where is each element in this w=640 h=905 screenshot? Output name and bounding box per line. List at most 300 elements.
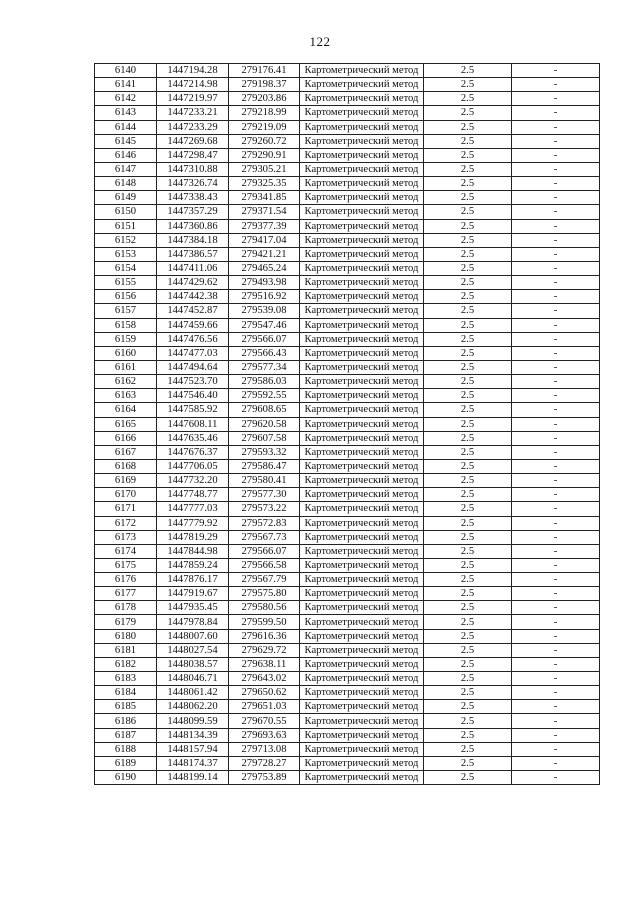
accuracy-cell: 2.5 <box>424 502 512 516</box>
point-number-cell: 6142 <box>95 92 157 106</box>
accuracy-cell: 2.5 <box>424 106 512 120</box>
point-number-cell: 6140 <box>95 64 157 78</box>
accuracy-cell: 2.5 <box>424 92 512 106</box>
accuracy-cell: 2.5 <box>424 445 512 459</box>
method-cell: Картометрический метод <box>300 615 424 629</box>
accuracy-cell: 2.5 <box>424 657 512 671</box>
method-cell: Картометрический метод <box>300 502 424 516</box>
y-coordinate-cell: 279580.56 <box>229 601 300 615</box>
y-coordinate-cell: 279176.41 <box>229 64 300 78</box>
x-coordinate-cell: 1447876.17 <box>157 573 229 587</box>
point-number-cell: 6190 <box>95 771 157 785</box>
table-row <box>95 120 600 134</box>
accuracy-cell: 2.5 <box>424 134 512 148</box>
note-cell: - <box>512 78 600 92</box>
accuracy-cell: 2.5 <box>424 530 512 544</box>
point-number-cell: 6181 <box>95 643 157 657</box>
method-cell: Картометрический метод <box>300 700 424 714</box>
table-row <box>95 431 600 445</box>
point-number-cell: 6156 <box>95 290 157 304</box>
point-number-cell: 6154 <box>95 261 157 275</box>
point-number-cell: 6182 <box>95 657 157 671</box>
method-cell: Картометрический метод <box>300 403 424 417</box>
method-cell: Картометрический метод <box>300 205 424 219</box>
method-cell: Картометрический метод <box>300 120 424 134</box>
point-number-cell: 6168 <box>95 459 157 473</box>
note-cell: - <box>512 587 600 601</box>
point-number-cell: 6171 <box>95 502 157 516</box>
y-coordinate-cell: 279539.08 <box>229 304 300 318</box>
method-cell: Картометрический метод <box>300 714 424 728</box>
y-coordinate-cell: 279670.55 <box>229 714 300 728</box>
method-cell: Картометрический метод <box>300 756 424 770</box>
method-cell: Картометрический метод <box>300 290 424 304</box>
point-number-cell: 6164 <box>95 403 157 417</box>
point-number-cell: 6170 <box>95 488 157 502</box>
note-cell: - <box>512 304 600 318</box>
x-coordinate-cell: 1448046.71 <box>157 672 229 686</box>
y-coordinate-cell: 279599.50 <box>229 615 300 629</box>
x-coordinate-cell: 1448062.20 <box>157 700 229 714</box>
x-coordinate-cell: 1447219.97 <box>157 92 229 106</box>
accuracy-cell: 2.5 <box>424 261 512 275</box>
method-cell: Картометрический метод <box>300 417 424 431</box>
method-cell: Картометрический метод <box>300 318 424 332</box>
note-cell: - <box>512 106 600 120</box>
note-cell: - <box>512 530 600 544</box>
y-coordinate-cell: 279566.07 <box>229 544 300 558</box>
point-number-cell: 6185 <box>95 700 157 714</box>
y-coordinate-cell: 279592.55 <box>229 389 300 403</box>
table-row <box>95 403 600 417</box>
method-cell: Картометрический метод <box>300 64 424 78</box>
y-coordinate-cell: 279643.02 <box>229 672 300 686</box>
accuracy-cell: 2.5 <box>424 64 512 78</box>
table-row <box>95 700 600 714</box>
point-number-cell: 6148 <box>95 177 157 191</box>
y-coordinate-cell: 279573.22 <box>229 502 300 516</box>
note-cell: - <box>512 389 600 403</box>
point-number-cell: 6189 <box>95 756 157 770</box>
method-cell: Картометрический метод <box>300 643 424 657</box>
accuracy-cell: 2.5 <box>424 318 512 332</box>
table-row <box>95 657 600 671</box>
accuracy-cell: 2.5 <box>424 544 512 558</box>
y-coordinate-cell: 279651.03 <box>229 700 300 714</box>
note-cell: - <box>512 643 600 657</box>
x-coordinate-cell: 1447194.28 <box>157 64 229 78</box>
table-row <box>95 205 600 219</box>
y-coordinate-cell: 279325.35 <box>229 177 300 191</box>
point-number-cell: 6143 <box>95 106 157 120</box>
method-cell: Картометрический метод <box>300 177 424 191</box>
accuracy-cell: 2.5 <box>424 558 512 572</box>
accuracy-cell: 2.5 <box>424 686 512 700</box>
y-coordinate-cell: 279371.54 <box>229 205 300 219</box>
y-coordinate-cell: 279638.11 <box>229 657 300 671</box>
x-coordinate-cell: 1447357.29 <box>157 205 229 219</box>
y-coordinate-cell: 279753.89 <box>229 771 300 785</box>
note-cell: - <box>512 771 600 785</box>
page-number: 122 <box>309 34 331 49</box>
table-row <box>95 445 600 459</box>
x-coordinate-cell: 1447748.77 <box>157 488 229 502</box>
point-number-cell: 6145 <box>95 134 157 148</box>
accuracy-cell: 2.5 <box>424 587 512 601</box>
x-coordinate-cell: 1447233.29 <box>157 120 229 134</box>
method-cell: Картометрический метод <box>300 304 424 318</box>
note-cell: - <box>512 445 600 459</box>
method-cell: Картометрический метод <box>300 162 424 176</box>
coordinates-table <box>94 63 600 785</box>
point-number-cell: 6153 <box>95 247 157 261</box>
point-number-cell: 6184 <box>95 686 157 700</box>
table-row <box>95 106 600 120</box>
note-cell: - <box>512 346 600 360</box>
table-row <box>95 191 600 205</box>
method-cell: Картометрический метод <box>300 276 424 290</box>
y-coordinate-cell: 279728.27 <box>229 756 300 770</box>
accuracy-cell: 2.5 <box>424 148 512 162</box>
note-cell: - <box>512 431 600 445</box>
method-cell: Картометрический метод <box>300 771 424 785</box>
table-row <box>95 304 600 318</box>
table-row <box>95 516 600 530</box>
coordinates-table-body <box>95 64 600 785</box>
x-coordinate-cell: 1447859.24 <box>157 558 229 572</box>
accuracy-cell: 2.5 <box>424 615 512 629</box>
table-row <box>95 643 600 657</box>
table-row <box>95 290 600 304</box>
y-coordinate-cell: 279260.72 <box>229 134 300 148</box>
y-coordinate-cell: 279203.86 <box>229 92 300 106</box>
y-coordinate-cell: 279572.83 <box>229 516 300 530</box>
accuracy-cell: 2.5 <box>424 771 512 785</box>
note-cell: - <box>512 615 600 629</box>
method-cell: Картометрический метод <box>300 360 424 374</box>
note-cell: - <box>512 360 600 374</box>
accuracy-cell: 2.5 <box>424 177 512 191</box>
method-cell: Картометрический метод <box>300 728 424 742</box>
x-coordinate-cell: 1447384.18 <box>157 233 229 247</box>
accuracy-cell: 2.5 <box>424 346 512 360</box>
accuracy-cell: 2.5 <box>424 700 512 714</box>
x-coordinate-cell: 1447935.45 <box>157 601 229 615</box>
method-cell: Картометрический метод <box>300 601 424 615</box>
method-cell: Картометрический метод <box>300 587 424 601</box>
method-cell: Картометрический метод <box>300 629 424 643</box>
table-row <box>95 233 600 247</box>
y-coordinate-cell: 279567.79 <box>229 573 300 587</box>
point-number-cell: 6151 <box>95 219 157 233</box>
method-cell: Картометрический метод <box>300 233 424 247</box>
point-number-cell: 6155 <box>95 276 157 290</box>
note-cell: - <box>512 502 600 516</box>
point-number-cell: 6165 <box>95 417 157 431</box>
method-cell: Картометрический метод <box>300 544 424 558</box>
table-row <box>95 728 600 742</box>
note-cell: - <box>512 544 600 558</box>
note-cell: - <box>512 714 600 728</box>
table-row <box>95 247 600 261</box>
note-cell: - <box>512 134 600 148</box>
note-cell: - <box>512 318 600 332</box>
accuracy-cell: 2.5 <box>424 488 512 502</box>
note-cell: - <box>512 474 600 488</box>
y-coordinate-cell: 279493.98 <box>229 276 300 290</box>
point-number-cell: 6157 <box>95 304 157 318</box>
y-coordinate-cell: 279577.30 <box>229 488 300 502</box>
x-coordinate-cell: 1447635.46 <box>157 431 229 445</box>
method-cell: Картометрический метод <box>300 516 424 530</box>
y-coordinate-cell: 279575.80 <box>229 587 300 601</box>
point-number-cell: 6161 <box>95 360 157 374</box>
x-coordinate-cell: 1448174.37 <box>157 756 229 770</box>
y-coordinate-cell: 279580.41 <box>229 474 300 488</box>
x-coordinate-cell: 1447546.40 <box>157 389 229 403</box>
method-cell: Картометрический метод <box>300 657 424 671</box>
table-row <box>95 459 600 473</box>
method-cell: Картометрический метод <box>300 459 424 473</box>
y-coordinate-cell: 279616.36 <box>229 629 300 643</box>
accuracy-cell: 2.5 <box>424 290 512 304</box>
x-coordinate-cell: 1447452.87 <box>157 304 229 318</box>
x-coordinate-cell: 1447523.70 <box>157 375 229 389</box>
note-cell: - <box>512 191 600 205</box>
x-coordinate-cell: 1447233.21 <box>157 106 229 120</box>
method-cell: Картометрический метод <box>300 134 424 148</box>
method-cell: Картометрический метод <box>300 488 424 502</box>
y-coordinate-cell: 279693.63 <box>229 728 300 742</box>
x-coordinate-cell: 1447706.05 <box>157 459 229 473</box>
method-cell: Картометрический метод <box>300 106 424 120</box>
accuracy-cell: 2.5 <box>424 417 512 431</box>
y-coordinate-cell: 279586.47 <box>229 459 300 473</box>
note-cell: - <box>512 219 600 233</box>
table-row <box>95 742 600 756</box>
x-coordinate-cell: 1448038.57 <box>157 657 229 671</box>
table-row <box>95 756 600 770</box>
table-row <box>95 389 600 403</box>
method-cell: Картометрический метод <box>300 742 424 756</box>
accuracy-cell: 2.5 <box>424 742 512 756</box>
note-cell: - <box>512 672 600 686</box>
method-cell: Картометрический метод <box>300 558 424 572</box>
y-coordinate-cell: 279566.43 <box>229 346 300 360</box>
table-row <box>95 332 600 346</box>
accuracy-cell: 2.5 <box>424 360 512 374</box>
y-coordinate-cell: 279341.85 <box>229 191 300 205</box>
point-number-cell: 6149 <box>95 191 157 205</box>
x-coordinate-cell: 1447919.67 <box>157 587 229 601</box>
point-number-cell: 6147 <box>95 162 157 176</box>
accuracy-cell: 2.5 <box>424 459 512 473</box>
y-coordinate-cell: 279566.58 <box>229 558 300 572</box>
point-number-cell: 6187 <box>95 728 157 742</box>
x-coordinate-cell: 1447676.37 <box>157 445 229 459</box>
x-coordinate-cell: 1447459.66 <box>157 318 229 332</box>
x-coordinate-cell: 1448061.42 <box>157 686 229 700</box>
note-cell: - <box>512 516 600 530</box>
point-number-cell: 6180 <box>95 629 157 643</box>
note-cell: - <box>512 573 600 587</box>
table-row <box>95 502 600 516</box>
accuracy-cell: 2.5 <box>424 629 512 643</box>
method-cell: Картометрический метод <box>300 389 424 403</box>
table-row <box>95 148 600 162</box>
x-coordinate-cell: 1448134.39 <box>157 728 229 742</box>
x-coordinate-cell: 1447326.74 <box>157 177 229 191</box>
point-number-cell: 6160 <box>95 346 157 360</box>
table-row <box>95 360 600 374</box>
y-coordinate-cell: 279218.99 <box>229 106 300 120</box>
table-row <box>95 346 600 360</box>
point-number-cell: 6172 <box>95 516 157 530</box>
table-row <box>95 488 600 502</box>
note-cell: - <box>512 728 600 742</box>
table-row <box>95 530 600 544</box>
y-coordinate-cell: 279593.32 <box>229 445 300 459</box>
point-number-cell: 6144 <box>95 120 157 134</box>
table-row <box>95 587 600 601</box>
y-coordinate-cell: 279547.46 <box>229 318 300 332</box>
table-row <box>95 375 600 389</box>
table-row <box>95 177 600 191</box>
table-row <box>95 771 600 785</box>
table-row <box>95 276 600 290</box>
note-cell: - <box>512 488 600 502</box>
y-coordinate-cell: 279577.34 <box>229 360 300 374</box>
point-number-cell: 6162 <box>95 375 157 389</box>
point-number-cell: 6167 <box>95 445 157 459</box>
table-row <box>95 64 600 78</box>
method-cell: Картометрический метод <box>300 247 424 261</box>
y-coordinate-cell: 279377.39 <box>229 219 300 233</box>
accuracy-cell: 2.5 <box>424 431 512 445</box>
accuracy-cell: 2.5 <box>424 714 512 728</box>
note-cell: - <box>512 276 600 290</box>
y-coordinate-cell: 279417.04 <box>229 233 300 247</box>
point-number-cell: 6178 <box>95 601 157 615</box>
x-coordinate-cell: 1448007.60 <box>157 629 229 643</box>
x-coordinate-cell: 1447477.03 <box>157 346 229 360</box>
accuracy-cell: 2.5 <box>424 516 512 530</box>
note-cell: - <box>512 700 600 714</box>
accuracy-cell: 2.5 <box>424 389 512 403</box>
method-cell: Картометрический метод <box>300 78 424 92</box>
y-coordinate-cell: 279566.07 <box>229 332 300 346</box>
method-cell: Картометрический метод <box>300 686 424 700</box>
x-coordinate-cell: 1447269.68 <box>157 134 229 148</box>
x-coordinate-cell: 1447844.98 <box>157 544 229 558</box>
accuracy-cell: 2.5 <box>424 756 512 770</box>
note-cell: - <box>512 290 600 304</box>
note-cell: - <box>512 177 600 191</box>
y-coordinate-cell: 279607.58 <box>229 431 300 445</box>
table-row <box>95 601 600 615</box>
note-cell: - <box>512 247 600 261</box>
accuracy-cell: 2.5 <box>424 375 512 389</box>
accuracy-cell: 2.5 <box>424 332 512 346</box>
x-coordinate-cell: 1447819.29 <box>157 530 229 544</box>
y-coordinate-cell: 279421.21 <box>229 247 300 261</box>
y-coordinate-cell: 279586.03 <box>229 375 300 389</box>
accuracy-cell: 2.5 <box>424 304 512 318</box>
point-number-cell: 6175 <box>95 558 157 572</box>
x-coordinate-cell: 1447360.86 <box>157 219 229 233</box>
note-cell: - <box>512 233 600 247</box>
accuracy-cell: 2.5 <box>424 474 512 488</box>
accuracy-cell: 2.5 <box>424 728 512 742</box>
table-row <box>95 544 600 558</box>
accuracy-cell: 2.5 <box>424 573 512 587</box>
y-coordinate-cell: 279465.24 <box>229 261 300 275</box>
point-number-cell: 6169 <box>95 474 157 488</box>
y-coordinate-cell: 279567.73 <box>229 530 300 544</box>
point-number-cell: 6183 <box>95 672 157 686</box>
table-row <box>95 629 600 643</box>
point-number-cell: 6176 <box>95 573 157 587</box>
accuracy-cell: 2.5 <box>424 233 512 247</box>
point-number-cell: 6188 <box>95 742 157 756</box>
method-cell: Картометрический метод <box>300 573 424 587</box>
method-cell: Картометрический метод <box>300 530 424 544</box>
accuracy-cell: 2.5 <box>424 162 512 176</box>
x-coordinate-cell: 1447476.56 <box>157 332 229 346</box>
table-row <box>95 672 600 686</box>
method-cell: Картометрический метод <box>300 332 424 346</box>
table-row <box>95 615 600 629</box>
accuracy-cell: 2.5 <box>424 191 512 205</box>
note-cell: - <box>512 742 600 756</box>
x-coordinate-cell: 1448199.14 <box>157 771 229 785</box>
x-coordinate-cell: 1447338.43 <box>157 191 229 205</box>
note-cell: - <box>512 403 600 417</box>
x-coordinate-cell: 1447732.20 <box>157 474 229 488</box>
y-coordinate-cell: 279713.08 <box>229 742 300 756</box>
method-cell: Картометрический метод <box>300 672 424 686</box>
point-number-cell: 6166 <box>95 431 157 445</box>
x-coordinate-cell: 1447386.57 <box>157 247 229 261</box>
y-coordinate-cell: 279608.65 <box>229 403 300 417</box>
x-coordinate-cell: 1448027.54 <box>157 643 229 657</box>
table-row <box>95 714 600 728</box>
x-coordinate-cell: 1447442.38 <box>157 290 229 304</box>
point-number-cell: 6141 <box>95 78 157 92</box>
point-number-cell: 6174 <box>95 544 157 558</box>
method-cell: Картометрический метод <box>300 191 424 205</box>
accuracy-cell: 2.5 <box>424 672 512 686</box>
note-cell: - <box>512 162 600 176</box>
point-number-cell: 6186 <box>95 714 157 728</box>
note-cell: - <box>512 92 600 106</box>
table-row <box>95 92 600 106</box>
y-coordinate-cell: 279290.91 <box>229 148 300 162</box>
method-cell: Картометрический метод <box>300 431 424 445</box>
note-cell: - <box>512 120 600 134</box>
note-cell: - <box>512 459 600 473</box>
method-cell: Картометрический метод <box>300 219 424 233</box>
accuracy-cell: 2.5 <box>424 78 512 92</box>
method-cell: Картометрический метод <box>300 92 424 106</box>
note-cell: - <box>512 686 600 700</box>
point-number-cell: 6159 <box>95 332 157 346</box>
x-coordinate-cell: 1447494.64 <box>157 360 229 374</box>
table-row <box>95 417 600 431</box>
x-coordinate-cell: 1447777.03 <box>157 502 229 516</box>
method-cell: Картометрический метод <box>300 261 424 275</box>
point-number-cell: 6158 <box>95 318 157 332</box>
